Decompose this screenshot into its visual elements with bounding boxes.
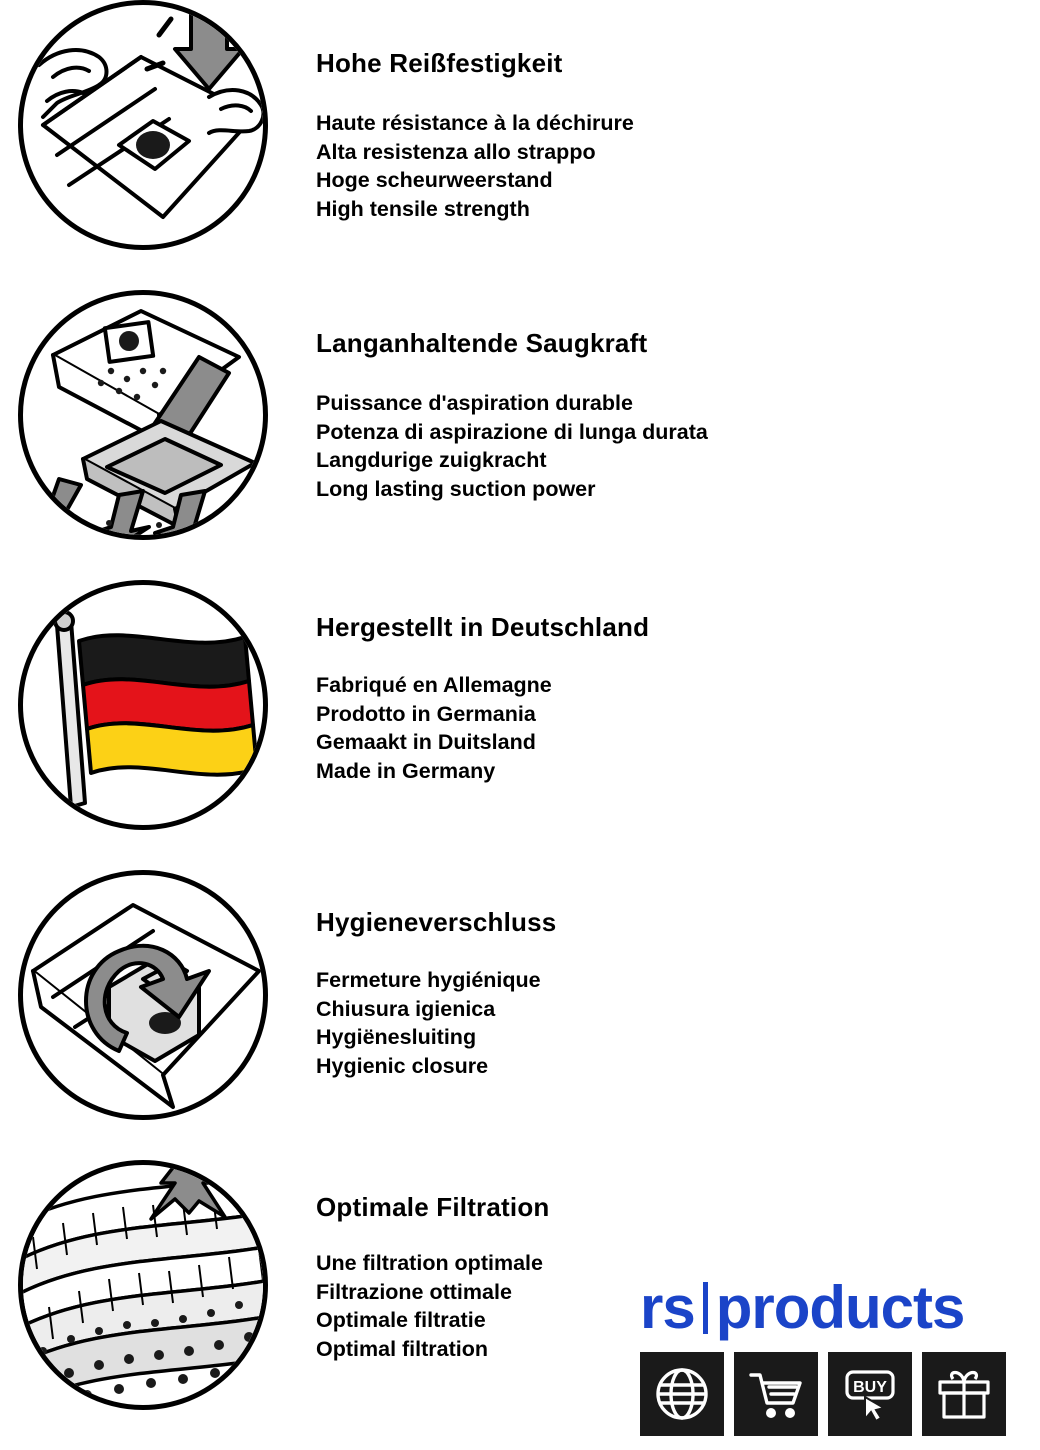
gift-box-icon — [922, 1352, 1006, 1436]
feature-row — [0, 870, 1040, 1160]
vacuum-bag-tear-resistance-icon — [18, 0, 268, 250]
feature-line: Fermeture hygiénique — [316, 968, 541, 992]
feature-line: Puissance d'aspiration durable — [316, 391, 633, 415]
feature-line: Alta resistenza allo strappo — [316, 139, 596, 164]
brand-icon-row — [640, 1352, 1030, 1436]
feature-row — [0, 0, 1040, 290]
feature-icon-wrap — [18, 870, 274, 1126]
feature-line: Une filtration optimale — [316, 1251, 543, 1275]
brand-name — [640, 1274, 1030, 1341]
feature-line: Optimale filtratie — [316, 1308, 486, 1333]
feature-line: Gemaakt in Duitsland — [316, 730, 536, 755]
buy-button-icon — [828, 1352, 912, 1436]
feature-title: Langanhaltende Saugkraft — [316, 328, 648, 358]
feature-row — [0, 580, 1040, 870]
globe-icon — [640, 1352, 724, 1436]
feature-title: Hergestellt in Deutschland — [316, 612, 650, 642]
vacuum-nozzle-suction-icon — [18, 290, 268, 540]
feature-icon-wrap — [18, 1160, 274, 1416]
feature-line: Langdurige zuigkracht — [316, 448, 547, 473]
feature-line: Haute résistance à la déchirure — [316, 111, 634, 135]
feature-text — [274, 290, 708, 503]
feature-icon-wrap — [18, 0, 274, 256]
feature-line: Hoge scheurweerstand — [316, 168, 553, 193]
brand-divider — [703, 1282, 708, 1334]
feature-icon-wrap — [18, 290, 274, 546]
feature-line: Optimal filtration — [316, 1336, 488, 1361]
feature-line: Hygiënesluiting — [316, 1025, 477, 1050]
shopping-cart-icon — [734, 1352, 818, 1436]
feature-line: Potenza di aspirazione di lunga durata — [316, 419, 708, 444]
feature-title: Hohe Reißfestigkeit — [316, 48, 563, 78]
multi-layer-filtration-icon — [18, 1160, 268, 1410]
feature-line: Fabriqué en Allemagne — [316, 673, 552, 697]
svg-text:BUY: BUY — [853, 1379, 887, 1396]
feature-line: Filtrazione ottimale — [316, 1279, 512, 1304]
feature-icon-wrap — [18, 580, 274, 836]
feature-line: High tensile strength — [316, 196, 530, 221]
feature-title: Hygieneverschluss — [316, 907, 557, 937]
feature-line: Long lasting suction power — [316, 476, 596, 501]
feature-line: Made in Germany — [316, 758, 496, 783]
feature-text — [274, 0, 634, 223]
german-flag-icon — [18, 580, 268, 830]
feature-text — [274, 580, 649, 785]
feature-title: Optimale Filtration — [316, 1192, 550, 1222]
hygienic-closure-icon — [18, 870, 268, 1120]
feature-row — [0, 290, 1040, 580]
feature-line: Prodotto in Germania — [316, 701, 536, 726]
brand-name-part1: rs — [640, 1274, 695, 1341]
feature-line: Hygienic closure — [316, 1053, 489, 1078]
feature-line: Chiusura igienica — [316, 996, 496, 1021]
brand-logo — [640, 1274, 1030, 1436]
feature-text — [274, 1160, 549, 1363]
brand-name-part2: products — [715, 1274, 965, 1341]
feature-text — [274, 870, 556, 1080]
